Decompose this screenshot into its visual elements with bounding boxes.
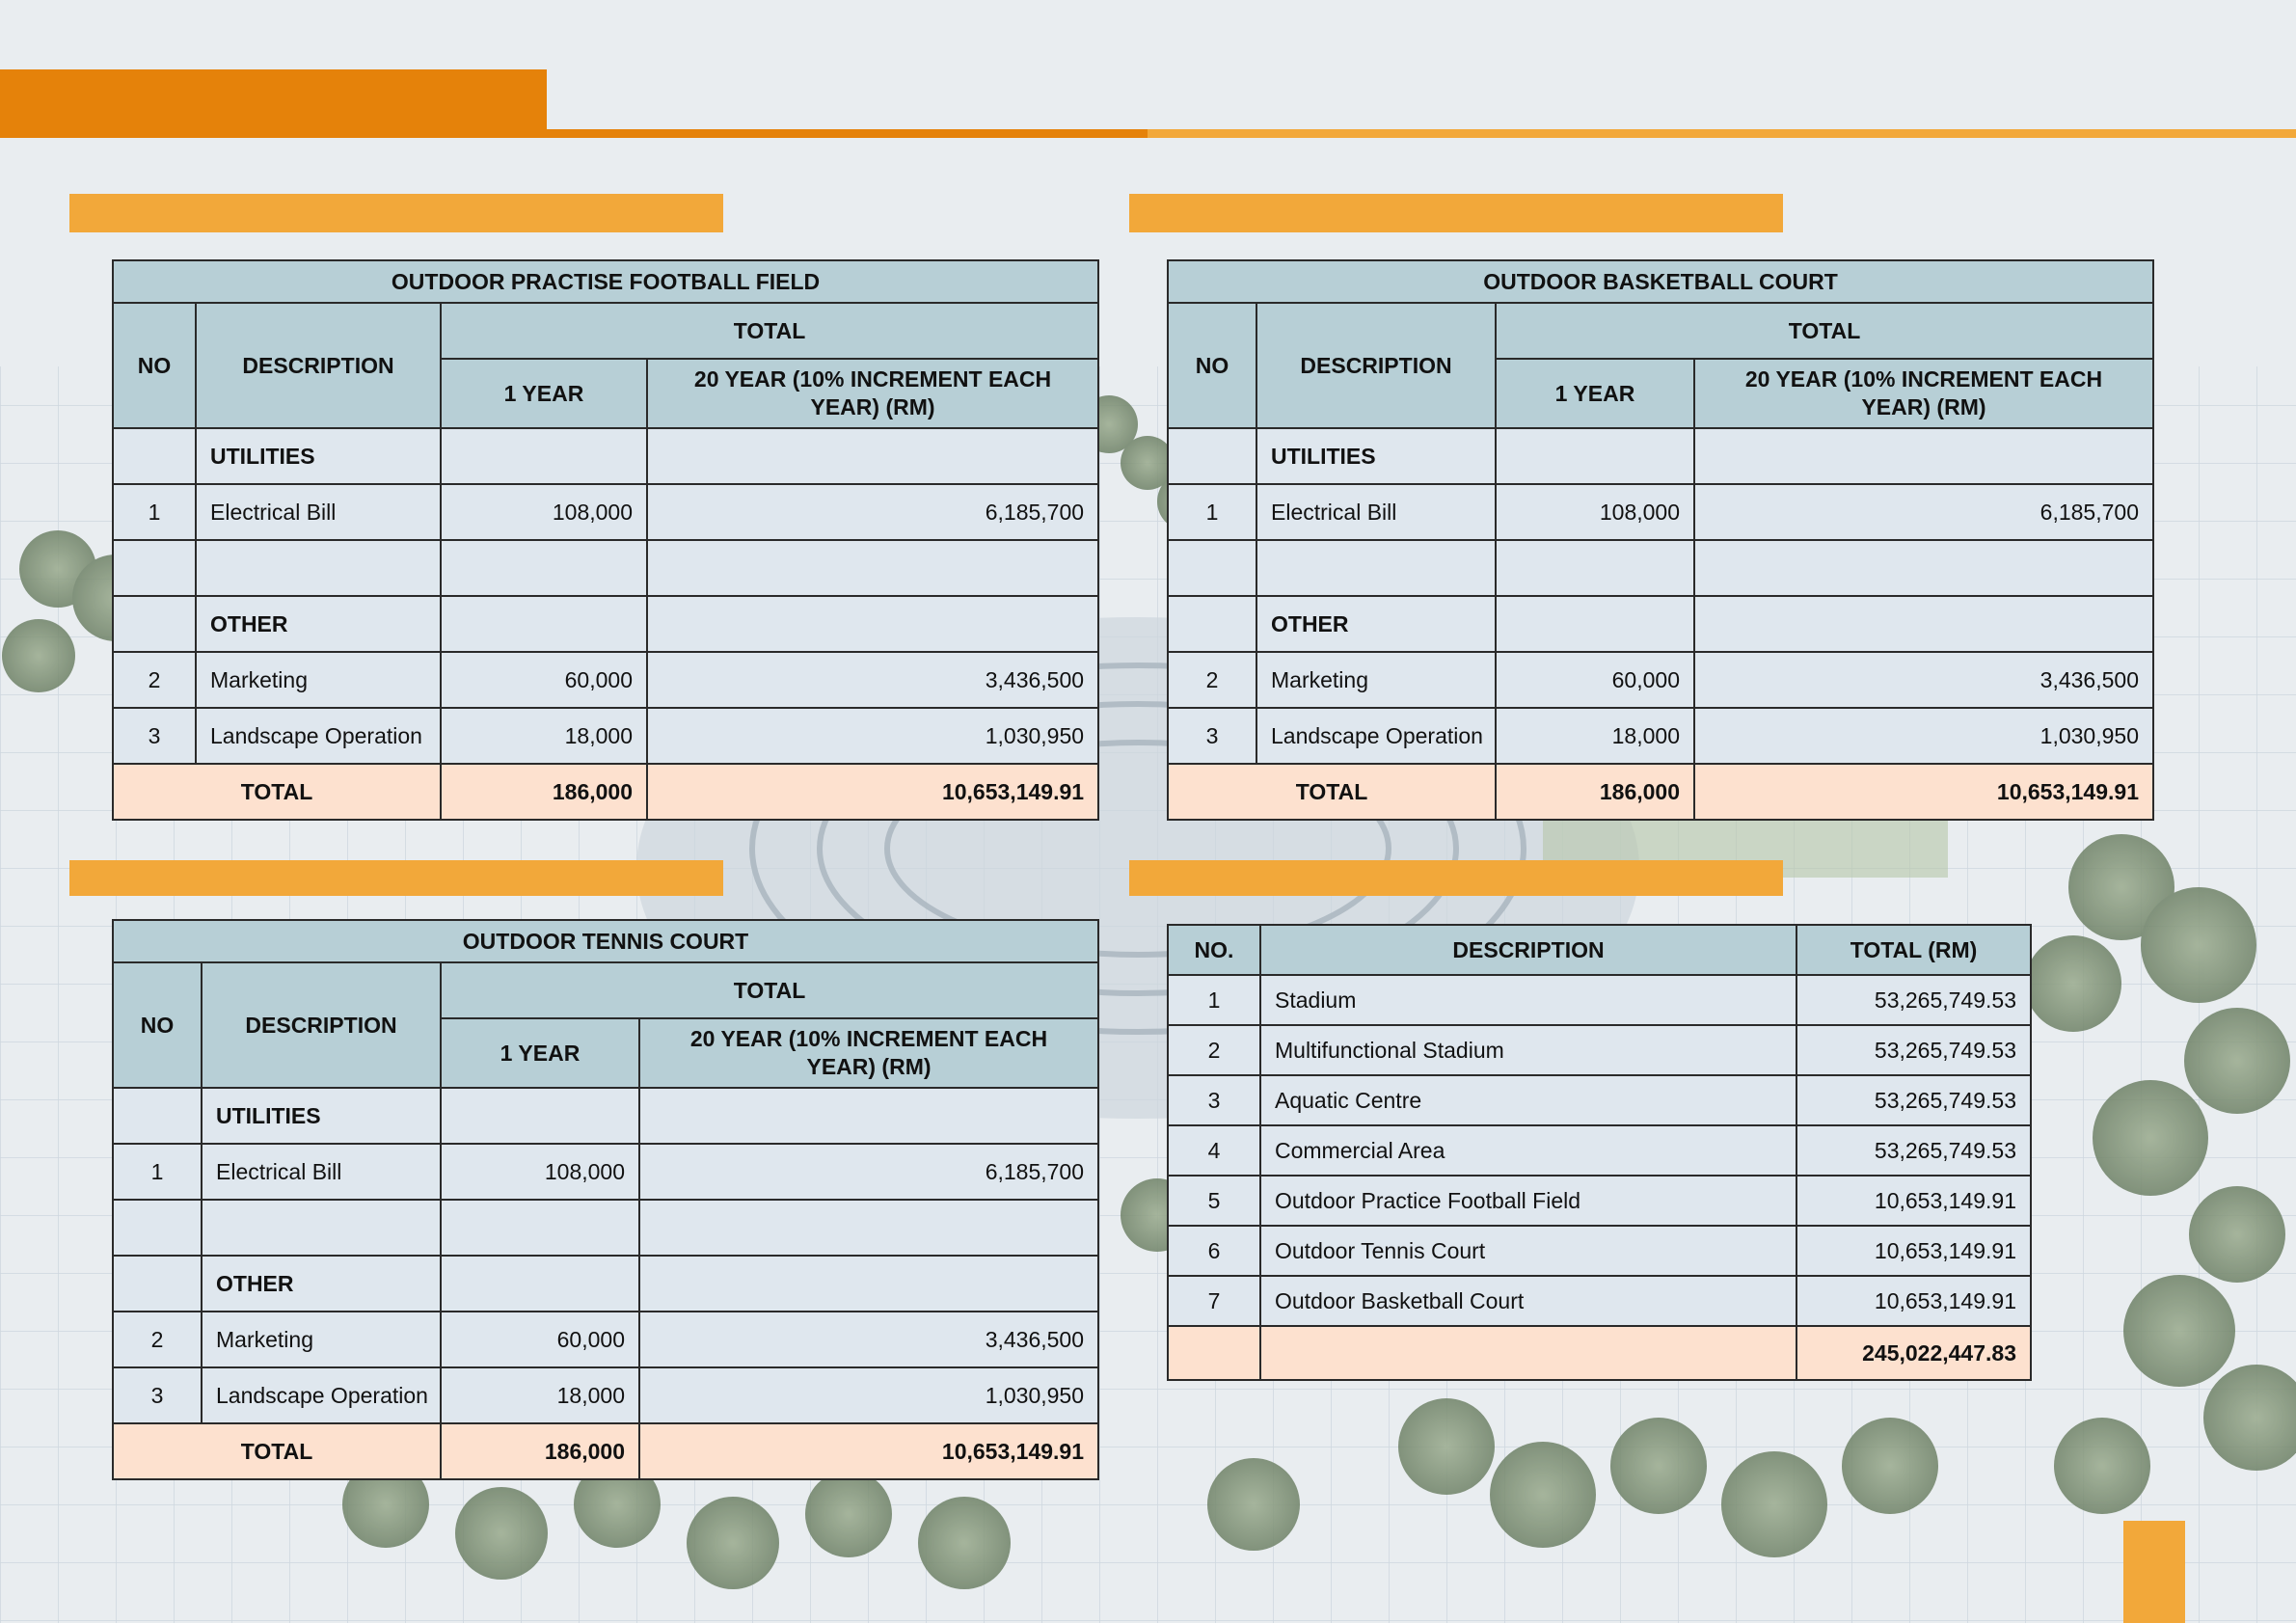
empty-row: [1168, 540, 2153, 596]
table-row: [113, 1312, 1098, 1367]
total-label: TOTAL: [1168, 764, 1496, 820]
row-no: 1: [113, 484, 196, 540]
col-20year-header: 20 YEAR (10% INCREMENT EACH YEAR) (RM): [647, 359, 1098, 428]
row-total: 10,653,149.91: [1796, 1176, 2031, 1226]
table-row: [1168, 1125, 2031, 1176]
row-no: 3: [1168, 1075, 1260, 1125]
total-20year: 10,653,149.91: [1694, 764, 2153, 820]
row-20year: 1,030,950: [647, 708, 1098, 764]
row-1year: 108,000: [441, 484, 647, 540]
table-title: OUTDOOR BASKETBALL COURT: [1168, 260, 2153, 303]
col-1year-header: 1 YEAR: [1496, 359, 1694, 428]
col-description-header: DESCRIPTION: [202, 962, 441, 1088]
table-row: [113, 1144, 1098, 1200]
table-row: [1168, 484, 2153, 540]
row-no: 4: [1168, 1125, 1260, 1176]
row-no: 3: [113, 1367, 202, 1423]
table-title: OUTDOOR PRACTISE FOOTBALL FIELD: [113, 260, 1098, 303]
row-1year: 18,000: [441, 1367, 639, 1423]
empty-row: [113, 540, 1098, 596]
row-description: Marketing: [196, 652, 441, 708]
row-description: Electrical Bill: [196, 484, 441, 540]
table-row: [113, 1367, 1098, 1423]
row-description: Multifunctional Stadium: [1260, 1025, 1796, 1075]
section-row-utilities: [1168, 428, 2153, 484]
row-description: Electrical Bill: [202, 1144, 441, 1200]
row-description: Stadium: [1260, 975, 1796, 1025]
row-no: 1: [1168, 975, 1260, 1025]
row-total: 10,653,149.91: [1796, 1276, 2031, 1326]
row-no: 5: [1168, 1176, 1260, 1226]
row-description: Marketing: [202, 1312, 441, 1367]
empty-row: [113, 1200, 1098, 1256]
total-row: [113, 1423, 1098, 1479]
row-description: Outdoor Practice Football Field: [1260, 1176, 1796, 1226]
section-bar-summary: [1129, 860, 1783, 896]
row-20year: 6,185,700: [1694, 484, 2153, 540]
col-total-header: TOTAL: [441, 303, 1098, 359]
col-20year-header: 20 YEAR (10% INCREMENT EACH YEAR) (RM): [1694, 359, 2153, 428]
col-no-header: NO: [113, 303, 196, 428]
row-no: 1: [113, 1144, 202, 1200]
section-row-utilities: [113, 428, 1098, 484]
table-row: [1168, 1276, 2031, 1326]
section-label: OTHER: [202, 1256, 441, 1312]
col-1year-header: 1 YEAR: [441, 1018, 639, 1088]
row-1year: 60,000: [441, 1312, 639, 1367]
total-1year: 186,000: [441, 1423, 639, 1479]
cost-table-football: [112, 259, 1099, 821]
cost-table-basketball: [1167, 259, 2154, 821]
total-label: TOTAL: [113, 764, 441, 820]
row-description: Marketing: [1256, 652, 1496, 708]
row-description: Landscape Operation: [1256, 708, 1496, 764]
total-row: [1168, 764, 2153, 820]
row-20year: 3,436,500: [1694, 652, 2153, 708]
col-total-header: TOTAL: [1496, 303, 2153, 359]
col-description-header: DESCRIPTION: [1260, 925, 1796, 975]
section-row-other: [113, 596, 1098, 652]
section-label: UTILITIES: [196, 428, 441, 484]
col-total-header: TOTAL: [441, 962, 1098, 1018]
row-total: 53,265,749.53: [1796, 1025, 2031, 1075]
row-1year: 108,000: [441, 1144, 639, 1200]
col-no-header: NO: [113, 962, 202, 1088]
section-row-utilities: [113, 1088, 1098, 1144]
row-no: 2: [113, 1312, 202, 1367]
row-no: 2: [1168, 652, 1256, 708]
cost-table-tennis: [112, 919, 1099, 1480]
table-row: [1168, 1226, 2031, 1276]
summary-table: [1167, 924, 2032, 1381]
table-row: [113, 652, 1098, 708]
header-accent-line-dark: [547, 129, 1148, 138]
row-description: Outdoor Basketball Court: [1260, 1276, 1796, 1326]
row-total: 53,265,749.53: [1796, 975, 2031, 1025]
table-row: [113, 708, 1098, 764]
table-row: [1168, 1176, 2031, 1226]
col-description-header: DESCRIPTION: [196, 303, 441, 428]
total-row: [113, 764, 1098, 820]
row-1year: 18,000: [1496, 708, 1694, 764]
section-label: UTILITIES: [1256, 428, 1496, 484]
row-description: Outdoor Tennis Court: [1260, 1226, 1796, 1276]
row-20year: 3,436,500: [647, 652, 1098, 708]
col-1year-header: 1 YEAR: [441, 359, 647, 428]
row-total: 53,265,749.53: [1796, 1075, 2031, 1125]
row-1year: 60,000: [441, 652, 647, 708]
col-20year-header: 20 YEAR (10% INCREMENT EACH YEAR) (RM): [639, 1018, 1098, 1088]
total-1year: 186,000: [441, 764, 647, 820]
table-row: [113, 484, 1098, 540]
page-corner-tab: [2123, 1521, 2185, 1623]
row-description: Commercial Area: [1260, 1125, 1796, 1176]
row-no: 2: [1168, 1025, 1260, 1075]
row-1year: 60,000: [1496, 652, 1694, 708]
row-1year: 18,000: [441, 708, 647, 764]
row-no: 6: [1168, 1226, 1260, 1276]
section-label: OTHER: [196, 596, 441, 652]
row-description: Landscape Operation: [202, 1367, 441, 1423]
row-description: Landscape Operation: [196, 708, 441, 764]
header-accent-block: [0, 69, 547, 138]
row-description: Aquatic Centre: [1260, 1075, 1796, 1125]
table-title: OUTDOOR TENNIS COURT: [113, 920, 1098, 962]
table-row: [1168, 708, 2153, 764]
grand-total-row: [1168, 1326, 2031, 1380]
total-1year: 186,000: [1496, 764, 1694, 820]
total-20year: 10,653,149.91: [639, 1423, 1098, 1479]
col-total-header: TOTAL (RM): [1796, 925, 2031, 975]
row-total: 10,653,149.91: [1796, 1226, 2031, 1276]
section-row-other: [113, 1256, 1098, 1312]
header-accent-line-light: [1148, 129, 2296, 138]
row-20year: 6,185,700: [647, 484, 1098, 540]
col-no-header: NO.: [1168, 925, 1260, 975]
row-no: 1: [1168, 484, 1256, 540]
table-row: [1168, 1025, 2031, 1075]
row-no: 7: [1168, 1276, 1260, 1326]
row-20year: 3,436,500: [639, 1312, 1098, 1367]
row-20year: 1,030,950: [1694, 708, 2153, 764]
section-row-other: [1168, 596, 2153, 652]
row-1year: 108,000: [1496, 484, 1694, 540]
row-no: 3: [1168, 708, 1256, 764]
col-no-header: NO: [1168, 303, 1256, 428]
grand-total-value: 245,022,447.83: [1796, 1326, 2031, 1380]
section-label: UTILITIES: [202, 1088, 441, 1144]
total-20year: 10,653,149.91: [647, 764, 1098, 820]
row-total: 53,265,749.53: [1796, 1125, 2031, 1176]
section-bar-tennis: [69, 860, 723, 896]
total-label: TOTAL: [113, 1423, 441, 1479]
col-description-header: DESCRIPTION: [1256, 303, 1496, 428]
table-row: [1168, 652, 2153, 708]
row-no: 3: [113, 708, 196, 764]
row-20year: 6,185,700: [639, 1144, 1098, 1200]
section-label: OTHER: [1256, 596, 1496, 652]
row-description: Electrical Bill: [1256, 484, 1496, 540]
section-bar-basketball: [1129, 194, 1783, 232]
row-no: 2: [113, 652, 196, 708]
table-row: [1168, 1075, 2031, 1125]
section-bar-football: [69, 194, 723, 232]
table-row: [1168, 975, 2031, 1025]
row-20year: 1,030,950: [639, 1367, 1098, 1423]
